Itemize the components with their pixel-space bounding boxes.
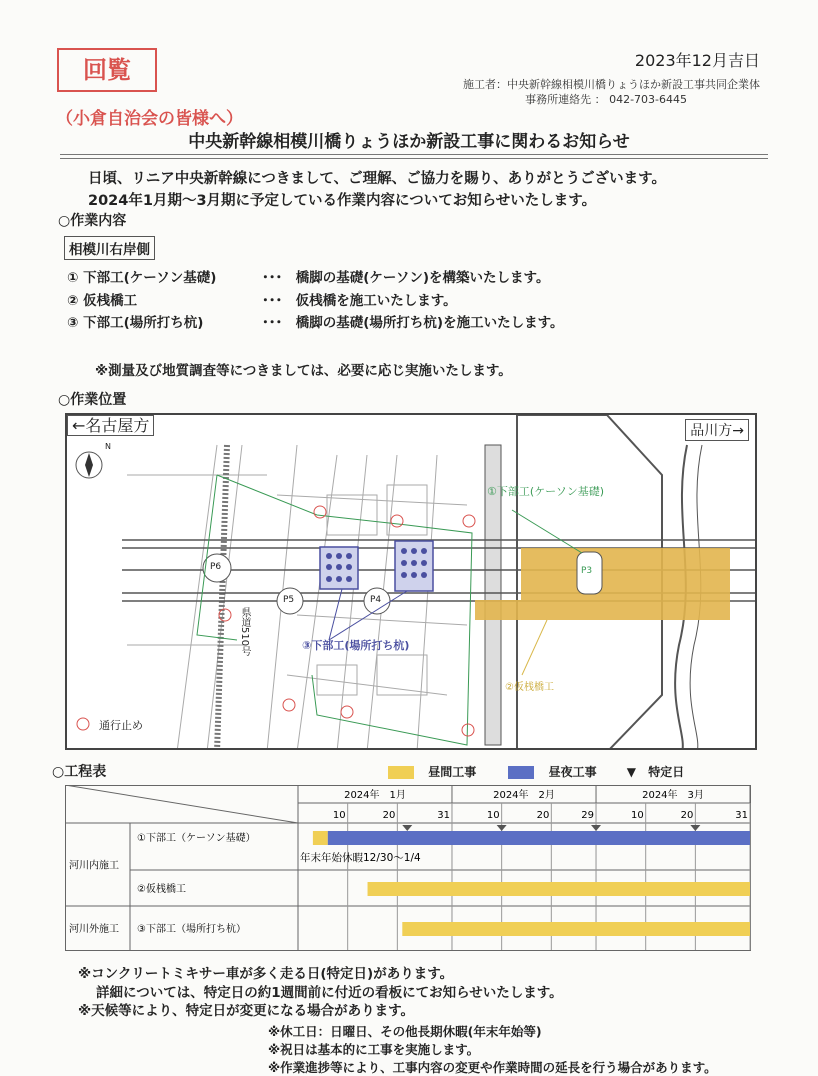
specific-day-marker (690, 825, 700, 831)
caisson-label: ①下部工(ケーソン基礎) (487, 485, 605, 498)
header-diagonal (65, 785, 298, 823)
task-label: ②仮桟橋工 (137, 884, 186, 895)
trestle-label: ②仮桟橋工 (505, 682, 554, 693)
work-item-desc: ･･･ 仮桟橋を施工いたします。 (262, 293, 457, 309)
intro-line-1: 日頃、リニア中央新幹線につきまして、ご理解、ご協力を賜り、ありがとうございます。 (88, 171, 666, 187)
specific-day-marker (497, 825, 507, 831)
task-label: ①下部工（ケーソン基礎） (137, 833, 256, 844)
legend-swatch-daynight (508, 766, 534, 779)
gantt-bar-day (313, 831, 328, 845)
gantt-bar-daynight (328, 831, 750, 845)
road-label: 県道510号 (239, 607, 250, 657)
gantt-bar-day (368, 882, 750, 896)
specific-day-marker (402, 825, 412, 831)
addressee: （小倉自治会の皆様へ） (56, 109, 243, 129)
month-label: 2024年 3月 (642, 790, 704, 801)
legend-label: 昼夜工事 (548, 765, 597, 779)
note-line: ※天候等により、特定日が変更になる場合があります。 (78, 1003, 415, 1019)
piles-label: ③下部工(場所打ち杭) (302, 639, 410, 652)
chart-legend (388, 763, 684, 780)
work-location-map (65, 413, 757, 750)
holiday-note: 年末年始休暇12/30～1/4 (300, 852, 421, 864)
tick-label: 10 (486, 810, 500, 821)
intro-line-2: 2024年1月期～3月期に予定している作業内容についてお知らせいたします。 (88, 193, 597, 209)
work-item-desc: ･･･ 橋脚の基礎(ケーソン)を構築いたします。 (262, 270, 550, 286)
schedule-heading: ○工程表 (52, 764, 107, 780)
specific-day-icon: ▼ (626, 765, 637, 779)
legend-label: 特定日 (648, 765, 685, 779)
note-line: ※コンクリートミキサー車が多く走る日(特定日)があります。 (78, 966, 454, 982)
tick-label: 29 (581, 810, 595, 821)
footnote-line: ※祝日は基本的に工事を実施します。 (268, 1042, 480, 1057)
circulation-stamp: 回覧 (57, 48, 157, 92)
tick-label: 10 (332, 810, 346, 821)
footnote-line: ※休工日：日曜日、その他長期休暇(年末年始等) (268, 1024, 542, 1039)
month-label: 2024年 2月 (493, 790, 555, 801)
pier-label: P3 (581, 566, 593, 576)
tick-label: 31 (735, 810, 748, 821)
contact: 事務所連絡先 ： 042-703-6445 (525, 93, 687, 106)
pier-label: P6 (210, 562, 222, 572)
north-arrow-icon: N (105, 442, 111, 451)
work-item-name: ① 下部工(ケーソン基礎) (67, 270, 217, 286)
group-label: 河川外施工 (69, 924, 119, 935)
gantt-bar-day (402, 922, 750, 936)
schedule-gantt-chart (65, 785, 755, 957)
work-item-name: ③ 下部工(場所打ち杭) (67, 315, 204, 331)
contractor: 施工者：中央新幹線相模川橋りょうほか新設工事共同企業体 (463, 78, 760, 91)
tick-label: 20 (680, 810, 694, 821)
task-label: ③下部工（場所打ち杭） (137, 924, 246, 935)
pier-label: P5 (283, 595, 295, 605)
tick-label: 20 (382, 810, 396, 821)
title-divider (60, 154, 768, 159)
legend-swatch-day (388, 766, 414, 779)
page-title: 中央新幹線相模川橋りょうほか新設工事に関わるお知らせ (188, 132, 630, 152)
road-closed-legend: 通行止め (99, 719, 143, 732)
pier-label: P4 (370, 595, 382, 605)
work-item-name: ② 仮桟橋工 (67, 293, 138, 309)
work-item-desc: ･･･ 橋脚の基礎(場所打ち杭)を施工いたします。 (262, 315, 564, 331)
direction-nagoya: ←名古屋方 (67, 415, 154, 436)
issue-date: 2023年12月吉日 (634, 51, 760, 70)
footnote-line: ※作業進捗等により、工事内容の変更や作業時間の延長を行う場合があります。 (268, 1060, 717, 1075)
area-label: 相模川右岸側 (64, 236, 155, 260)
map-drawing (67, 415, 757, 750)
specific-day-marker (591, 825, 601, 831)
month-label: 2024年 1月 (344, 790, 406, 801)
survey-note: ※測量及び地質調査等につきましては、必要に応じ実施いたします。 (95, 363, 512, 379)
tick-label: 31 (437, 810, 450, 821)
direction-shinagawa: 品川方→ (685, 419, 749, 441)
work-heading: ○作業内容 (58, 213, 127, 229)
legend-label: 昼間工事 (428, 765, 477, 779)
group-label: 河川内施工 (69, 860, 119, 872)
note-line: 詳細については、特定日の約1週間前に付近の看板にてお知らせいたします。 (96, 985, 563, 1001)
tick-label: 10 (630, 810, 644, 821)
map-heading: ○作業位置 (58, 392, 127, 408)
tick-label: 20 (536, 810, 550, 821)
